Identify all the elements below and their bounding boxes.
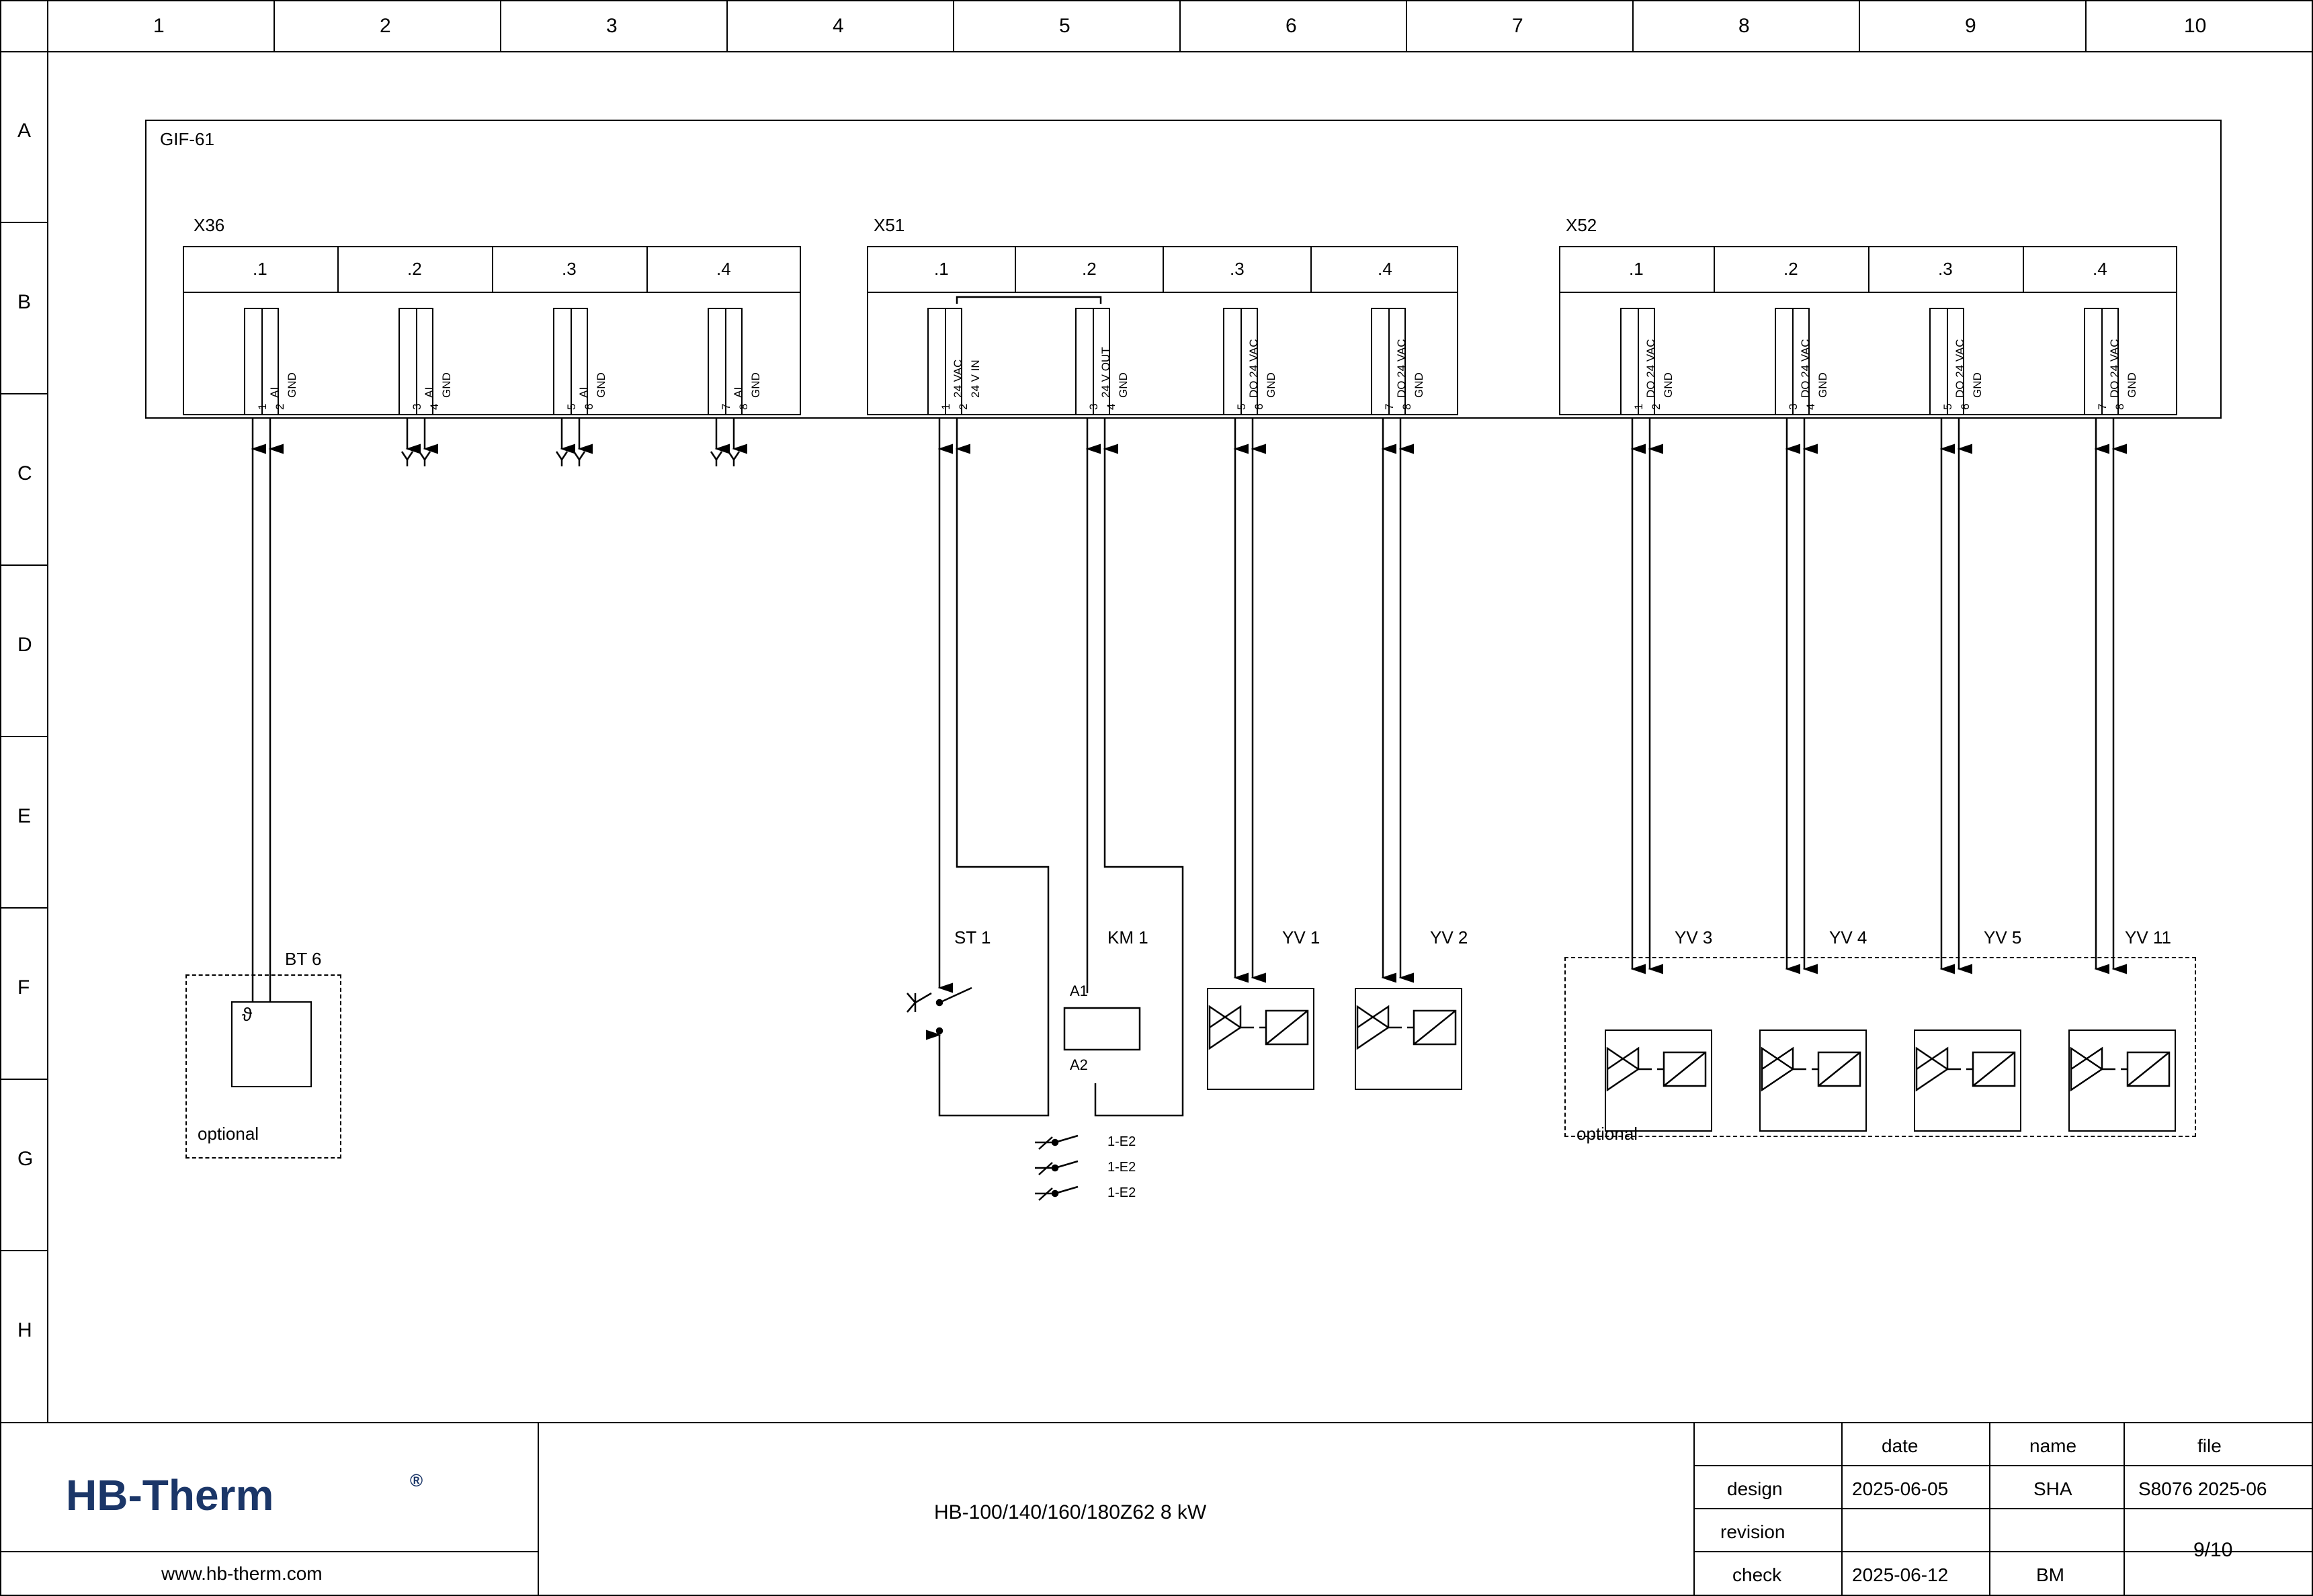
header-date: date (1882, 1435, 1919, 1456)
titleblock-file-divider (2123, 1508, 2312, 1509)
yv1-box (1207, 988, 1314, 1090)
pin-signal: GND (1413, 372, 1425, 398)
x51-group-label: .3 (1230, 259, 1245, 279)
pin-signal: GND (1117, 372, 1130, 398)
design-date: 2025-06-05 (1852, 1478, 1949, 1499)
yv11-box (2068, 1030, 2176, 1132)
check-date: 2025-06-12 (1852, 1564, 1949, 1585)
pin-text: 1 (1632, 403, 1645, 410)
pin-text: 3 (1087, 403, 1100, 410)
pin-signal: GND (1662, 372, 1675, 398)
pin-signal: DO 24 VAC (1247, 339, 1260, 398)
yv1-label: YV 1 (1282, 927, 1320, 948)
website-text: www.hb-therm.com (161, 1563, 323, 1584)
km1-a1-label: A1 (1070, 982, 1088, 999)
row-label: F (17, 976, 30, 999)
pin-text: 7 (720, 403, 732, 410)
x52-group-label: .3 (1938, 259, 1953, 279)
st1-label: ST 1 (954, 927, 991, 948)
titleblock-brand-divider (0, 1551, 538, 1552)
file-value: S8076 2025-06 (2138, 1478, 2267, 1499)
x52-group-label: .4 (2093, 259, 2107, 279)
drawing-title: HB-100/140/160/180Z62 8 kW (934, 1501, 1207, 1523)
x36-group-label: .2 (407, 259, 422, 279)
bt6-label: BT 6 (285, 949, 322, 969)
pin-text: 4 (1804, 403, 1817, 410)
pin-text: 1 (256, 403, 269, 410)
pin-signal: DO 24 VAC (1395, 339, 1408, 398)
pin-text: 5 (1235, 403, 1248, 410)
yv2-box (1355, 988, 1462, 1090)
connector-x52-label: X52 (1566, 215, 1597, 235)
column-label: 7 (1512, 15, 1523, 37)
connector-x36-label: X36 (194, 215, 225, 235)
pin-text: 6 (1253, 403, 1265, 410)
x52-group-label: .1 (1629, 259, 1644, 279)
pin-signal: GND (1265, 372, 1277, 398)
pin-text: 5 (1941, 403, 1954, 410)
column-label: 1 (153, 15, 165, 37)
pin-text: 7 (1383, 403, 1396, 410)
contact-ref: 1-E2 (1107, 1160, 1136, 1175)
yv11-label: YV 11 (2125, 927, 2171, 948)
pin-signal: 24 V OUT (1099, 347, 1112, 398)
row-label: C (17, 462, 32, 485)
pin-signal: GND (595, 372, 607, 398)
pin-signal: DO 24 VAC (1799, 339, 1812, 398)
pin-text: 3 (411, 403, 423, 410)
brand-logo: HB-Therm (66, 1471, 274, 1519)
pin-text: 5 (565, 403, 578, 410)
pin-signal: DO 24 VAC (1953, 339, 1966, 398)
km1-label: KM 1 (1107, 927, 1148, 948)
km1-a2-label: A2 (1070, 1056, 1088, 1073)
pin-signal: AI (423, 386, 435, 398)
pin-text: 2 (1650, 403, 1663, 410)
pin-text: 6 (1959, 403, 1972, 410)
pin-text: 8 (1400, 403, 1413, 410)
yv3-box (1605, 1030, 1712, 1132)
bt6-symbol-text: ϑ (242, 1004, 253, 1025)
row-label: H (17, 1319, 32, 1341)
yv-optional-label: optional (1576, 1124, 1638, 1144)
yv3-label: YV 3 (1675, 927, 1713, 948)
page-number: 9/10 (2193, 1539, 2233, 1561)
x36-group-label: .4 (716, 259, 731, 279)
pin-signal: AI (268, 386, 281, 398)
header-file: file (2197, 1435, 2222, 1456)
titleblock-row1 (1693, 1465, 2312, 1466)
pin-text: 4 (1105, 403, 1118, 410)
row-label: A (17, 120, 32, 142)
pin-signal: GND (1971, 372, 1984, 398)
pin-text: 7 (2096, 403, 2109, 410)
x36-group-label: .3 (562, 259, 577, 279)
column-label: 2 (380, 15, 391, 37)
titleblock-sep1 (538, 1422, 539, 1595)
column-label: 4 (833, 15, 844, 37)
pin-signal: 24 V IN (969, 360, 982, 398)
design-name: SHA (2033, 1478, 2072, 1499)
pin-signal: DO 24 VAC (1644, 339, 1657, 398)
pin-text: 2 (957, 403, 970, 410)
contact-ref: 1-E2 (1107, 1185, 1136, 1200)
x51-group-label: .1 (934, 259, 949, 279)
pin-signal: GND (2126, 372, 2138, 398)
row-label: G (17, 1148, 34, 1170)
yv2-label: YV 2 (1430, 927, 1468, 948)
row-label-design: design (1727, 1478, 1783, 1499)
yv4-label: YV 4 (1829, 927, 1867, 948)
pin-signal: AI (732, 386, 745, 398)
x52-group-label: .2 (1783, 259, 1798, 279)
row-label: D (17, 634, 32, 656)
pin-signal: GND (286, 372, 298, 398)
yv5-box (1914, 1030, 2021, 1132)
pin-text: 3 (1787, 403, 1800, 410)
check-name: BM (2036, 1564, 2064, 1585)
connector-x51-label: X51 (874, 215, 905, 235)
brand-registered-mark: ® (410, 1470, 423, 1490)
pin-signal: 24 VAC (952, 359, 964, 398)
header-name: name (2029, 1435, 2077, 1456)
column-label: 9 (1965, 15, 1976, 37)
x51-group-label: .4 (1378, 259, 1392, 279)
column-label: 8 (1738, 15, 1750, 37)
pin-text: 6 (583, 403, 595, 410)
x36-group-label: .1 (253, 259, 267, 279)
row-label: E (17, 805, 32, 827)
yv4-box (1759, 1030, 1867, 1132)
pin-signal: AI (577, 386, 590, 398)
pin-text: 2 (274, 403, 286, 410)
bt6-optional-label: optional (198, 1124, 259, 1144)
x51-group-label: .2 (1082, 259, 1097, 279)
pin-text: 4 (428, 403, 441, 410)
pin-signal: GND (440, 372, 453, 398)
yv5-label: YV 5 (1984, 927, 2022, 948)
module-label: GIF-61 (160, 129, 214, 149)
pin-text: 8 (737, 403, 750, 410)
pin-text: 1 (939, 403, 952, 410)
row-label-check: check (1732, 1564, 1782, 1585)
pin-signal: GND (749, 372, 762, 398)
pin-signal: GND (1816, 372, 1829, 398)
column-label: 5 (1059, 15, 1070, 37)
column-label: 10 (2184, 15, 2207, 37)
contact-ref: 1-E2 (1107, 1134, 1136, 1149)
column-label: 6 (1286, 15, 1297, 37)
row-label: B (17, 291, 32, 313)
pin-signal: DO 24 VAC (2108, 339, 2121, 398)
row-label-revision: revision (1720, 1521, 1785, 1542)
pin-text: 8 (2113, 403, 2126, 410)
column-label: 3 (606, 15, 618, 37)
